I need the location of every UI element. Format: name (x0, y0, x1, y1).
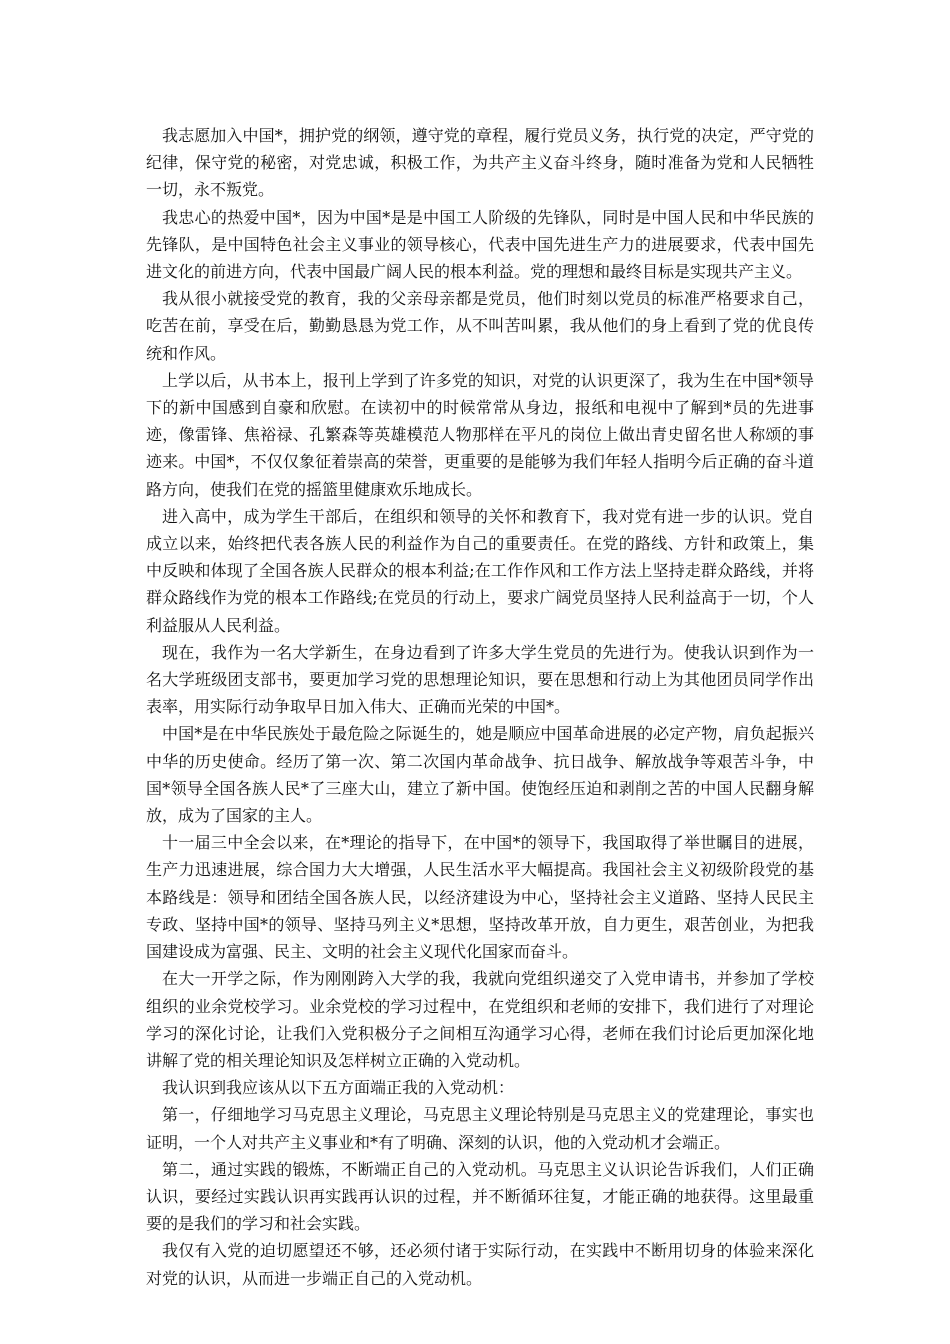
paragraph-4: 上学以后，从书本上，报刊上学到了许多党的知识，对党的认识更深了，我为生在中国*领导下的新中国感到自豪和欣慰。在读初中的时候常常从身边，报纸和电视中了解到*员的先进事迹，像雷锋、焦裕禄、孔繁森等英雄模范人物那样在平凡的岗位上做出青史留名世人称颂的事迹来。中国*，不仅仅象征着崇高的荣誉，更重要的是能够为我们年轻人指明今后正确的奋斗道路方向，使我们在党的摇篮里健康欢乐地成长。 (146, 370, 814, 499)
paragraph-6: 现在，我作为一名大学新生，在身边看到了许多大学生党员的先进行为。使我认识到作为一名大学班级团支部书，要更加学习党的思想理论知识，要在思想和行动上为其他团员同学作出表率，用实际行动争取早日加入伟大、正确而光荣的中国*。 (146, 642, 814, 717)
paragraph-8: 十一届三中全会以来，在*理论的指导下，在中国*的领导下，我国取得了举世瞩目的进展，生产力迅速进展，综合国力大大增强，人民生活水平大幅提高。我国社会主义初级阶段党的基本路线是：领导和团结全国各族人民，以经济建设为中心，坚持社会主义道路、坚持人民民主专政、坚持中国*的领导、坚持马列主义*思想，坚持改革开放，自力更生，艰苦创业，为把我国建设成为富强、民主、文明的社会主义现代化国家而奋斗。 (146, 833, 814, 962)
paragraph-11: 第一，仔细地学习马克思主义理论，马克思主义理论特别是马克思主义的党建理论，事实也证明，一个人对共产主义事业和*有了明确、深刻的认识，他的入党动机才会端正。 (146, 1105, 814, 1152)
paragraph-7: 中国*是在中华民族处于最危险之际诞生的，她是顺应中国革命进展的必定产物，肩负起振兴中华的历史使命。经历了第一次、第二次国内革命战争、抗日战争、解放战争等艰苦斗争，中国*领导全国各族人民*了三座大山，建立了新中国。使饱经压迫和剥削之苦的中国人民翻身解放，成为了国家的主人。 (146, 724, 814, 826)
paragraph-5: 进入高中，成为学生干部后，在组织和领导的关怀和教育下，我对党有进一步的认识。党自成立以来，始终把代表各族人民的利益作为自己的重要责任。在党的路线、方针和政策上，集中反映和体现了全国各族人民群众的根本利益;在工作作风和工作方法上坚持走群众路线，并将群众路线作为党的根本工作路线;在党员的行动上，要求广阔党员坚持人民利益高于一切，个人利益服从人民利益。 (146, 506, 814, 635)
paragraph-12: 第二，通过实践的锻炼，不断端正自己的入党动机。马克思主义认识论告诉我们，人们正确认识，要经过实践认识再实践再认识的过程，并不断循环往复，才能正确的地获得。这里最重要的是我们的学习和社会实践。 (146, 1159, 814, 1234)
paragraph-3: 我从很小就接受党的教育，我的父亲母亲都是党员，他们时刻以党员的标准严格要求自己，吃苦在前，享受在后，勤勤恳恳为党工作，从不叫苦叫累，我从他们的身上看到了党的优良传统和作风。 (146, 289, 814, 363)
paragraph-2: 我忠心的热爱中国*，因为中国*是是中国工人阶级的先锋队，同时是中国人民和中华民族的先锋队，是中国特色社会主义事业的领导核心，代表中国先进生产力的进展要求，代表中国先进文化的前进方向，代表中国最广阔人民的根本利益。党的理想和最终目标是实现共产主义。 (146, 207, 814, 282)
paragraph-1: 我志愿加入中国*，拥护党的纲领，遵守党的章程，履行党员义务，执行党的决定，严守党的纪律，保守党的秘密，对党忠诚，积极工作，为共产主义奋斗终身，随时准备为党和人民牺牲一切，永不叛党。 (146, 126, 814, 200)
paragraph-9: 在大一开学之际，作为刚刚跨入大学的我，我就向党组织递交了入党申请书，并参加了学校组织的业余党校学习。业余党校的学习过程中，在党组织和老师的安排下，我们进行了对理论学习的深化讨论，让我们入党积极分子之间相互沟通学习心得，老师在我们讨论后更加深化地讲解了党的相关理论知识及怎样树立正确的入党动机。 (146, 969, 814, 1070)
paragraph-13: 我仅有入党的迫切愿望还不够，还必须付诸于实际行动，在实践中不断用切身的体验来深化对党的认识，从而进一步端正自己的入党动机。 (146, 1241, 814, 1288)
paragraph-10: 我认识到我应该从以下五方面端正我的入党动机： (162, 1078, 515, 1098)
document-body (146, 122, 814, 1292)
